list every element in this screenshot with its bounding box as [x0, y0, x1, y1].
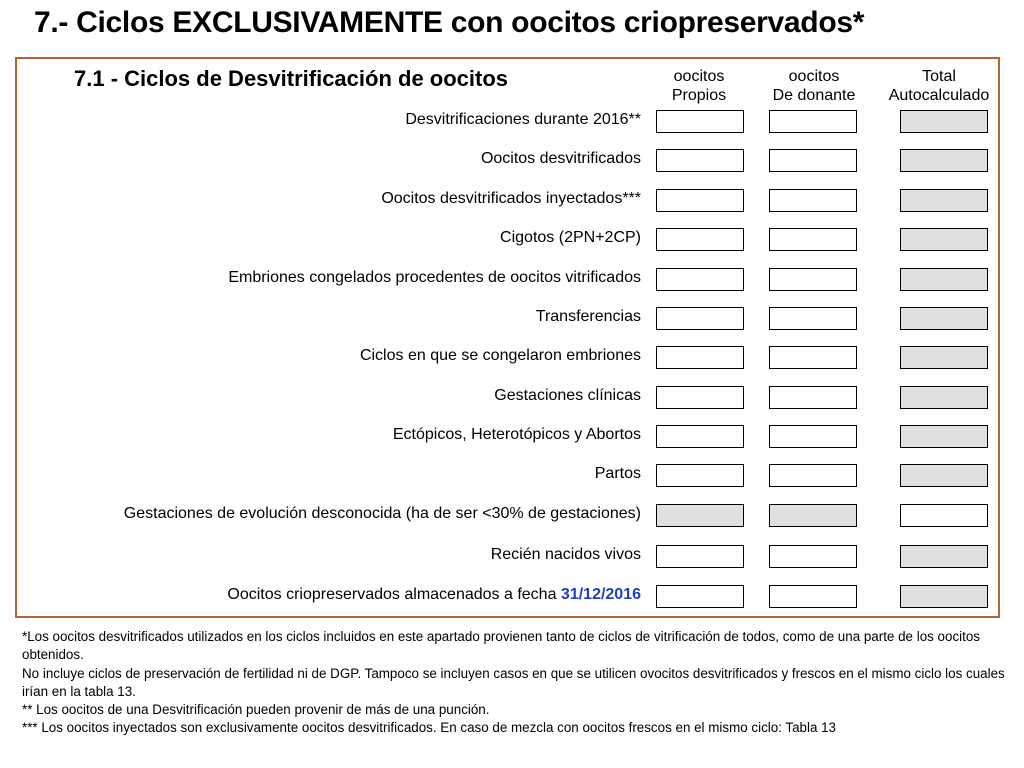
propios-input[interactable] — [656, 545, 744, 568]
row-label-text: Transferencias — [535, 308, 641, 325]
column-header-propios — [644, 67, 754, 105]
propios-input[interactable] — [656, 110, 744, 133]
donante-input[interactable] — [769, 585, 857, 608]
donante-input[interactable] — [769, 425, 857, 448]
propios-input[interactable] — [656, 346, 744, 369]
total-input — [900, 425, 988, 448]
row-label-text: Gestaciones de evolución desconocida (ha de ser <30% de gestaciones) — [123, 505, 641, 522]
donante-input — [769, 504, 857, 527]
section-title: 7.1 - Ciclos de Desvitrificación de oocitos — [74, 66, 509, 91]
row-label — [491, 546, 641, 564]
column-header-line1: oocitos — [673, 68, 725, 85]
total-input — [900, 268, 988, 291]
row-label-text: Cigotos (2PN+2CP) — [500, 229, 641, 246]
propios-input[interactable] — [656, 425, 744, 448]
row-label — [500, 229, 641, 247]
row-label-text: Partos — [594, 465, 641, 482]
propios-input[interactable] — [656, 189, 744, 212]
donante-input[interactable] — [769, 189, 857, 212]
propios-input[interactable] — [656, 149, 744, 172]
column-header-line1: oocitos — [788, 68, 840, 85]
row-label — [405, 111, 641, 129]
form-frame — [15, 57, 1000, 618]
column-header-line2: De donante — [772, 87, 856, 104]
footnotes — [22, 628, 1007, 738]
slide-title: 7.- Ciclos EXCLUSIVAMENTE con oocitos criopreservados* — [34, 6, 865, 39]
total-input — [900, 307, 988, 330]
row-label — [481, 150, 641, 168]
row-label-text: Recién nacidos vivos — [490, 546, 641, 563]
donante-input[interactable] — [769, 149, 857, 172]
donante-input[interactable] — [769, 228, 857, 251]
propios-input[interactable] — [656, 307, 744, 330]
total-input[interactable] — [900, 504, 988, 527]
footnote: *** Los oocitos inyectados son exclusivamente oocitos desvitrificados. En caso de mezcla con oocitos frescos en el mismo ciclo: Tabla 13 — [22, 720, 837, 736]
propios-input[interactable] — [656, 585, 744, 608]
donante-input[interactable] — [769, 386, 857, 409]
column-header-line2: Propios — [671, 87, 727, 104]
propios-input — [656, 504, 744, 527]
footnote: *Los oocitos desvitrificados utilizados en los ciclos incluidos en este apartado provienen tanto de ciclos de vitrificación de todos, como de una parte de los oocitos obtenidos. — [22, 629, 980, 663]
total-input — [900, 545, 988, 568]
total-input — [900, 464, 988, 487]
row-label-text: Ciclos en que se congelaron embriones — [359, 347, 641, 364]
donante-input[interactable] — [769, 346, 857, 369]
total-input — [900, 585, 988, 608]
row-label — [494, 387, 641, 405]
footnote: ** Los oocitos de una Desvitrificación pueden provenir de más de una punción. — [22, 702, 490, 718]
footnote: No incluye ciclos de preservación de fertilidad ni de DGP. Tampoco se incluyen casos en que se utilicen ovocitos desvitrificados y frescos en el mismo ciclo los cuales irían en la tabla 13. — [22, 665, 1005, 699]
row-label — [536, 308, 641, 326]
donante-input[interactable] — [769, 545, 857, 568]
row-label — [381, 190, 641, 208]
total-input — [900, 346, 988, 369]
propios-input[interactable] — [656, 464, 744, 487]
propios-input[interactable] — [656, 386, 744, 409]
propios-input[interactable] — [656, 268, 744, 291]
row-label-text: Gestaciones clínicas — [494, 387, 641, 404]
donante-input[interactable] — [769, 307, 857, 330]
total-input — [900, 110, 988, 133]
propios-input[interactable] — [656, 228, 744, 251]
donante-input[interactable] — [769, 464, 857, 487]
row-label-text: Embriones congelados procedentes de oocitos vitrificados — [228, 269, 641, 286]
total-input — [900, 189, 988, 212]
row-label-text: Desvitrificaciones durante 2016** — [405, 111, 641, 128]
row-label — [595, 465, 641, 483]
total-input — [900, 386, 988, 409]
donante-input[interactable] — [769, 110, 857, 133]
row-label-date: 31/12/2016 — [560, 586, 641, 603]
donante-input[interactable] — [769, 268, 857, 291]
column-header-line1: Total — [922, 68, 956, 85]
row-label-text: Oocitos desvitrificados — [480, 150, 641, 167]
row-label — [360, 347, 641, 365]
total-input — [900, 149, 988, 172]
column-header-line2: Autocalculado — [888, 87, 990, 104]
column-header-total — [884, 67, 994, 105]
row-label — [228, 269, 641, 287]
column-header-donante — [759, 67, 869, 105]
row-label-text: Oocitos criopreservados almacenados a fecha — [227, 586, 561, 603]
row-label — [393, 426, 641, 444]
row-label — [124, 505, 641, 523]
total-input — [900, 228, 988, 251]
row-label-text: Oocitos desvitrificados inyectados*** — [381, 190, 641, 207]
row-label — [227, 586, 641, 604]
row-label-text: Ectópicos, Heterotópicos y Abortos — [392, 426, 641, 443]
